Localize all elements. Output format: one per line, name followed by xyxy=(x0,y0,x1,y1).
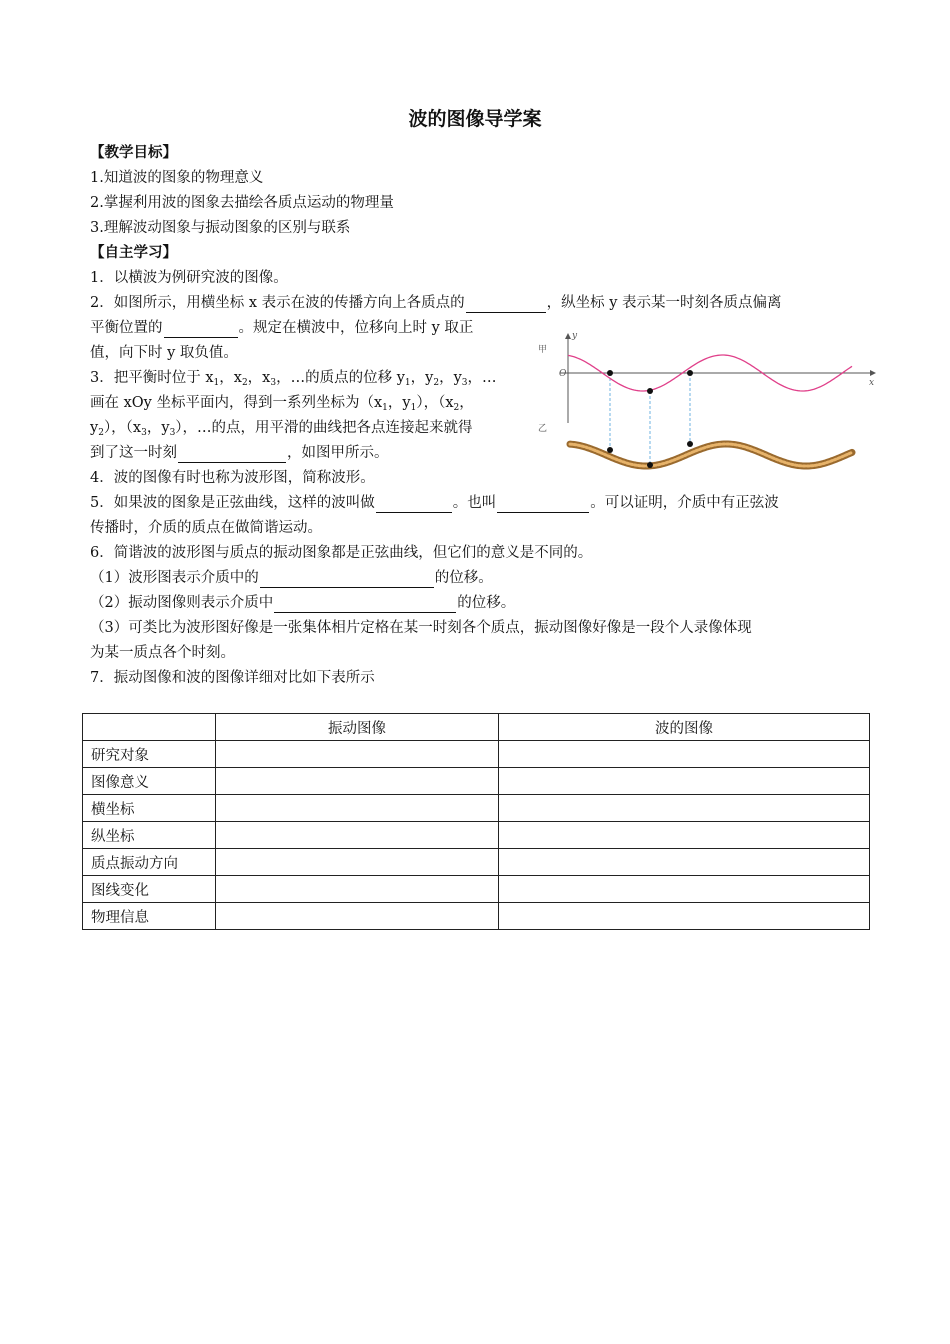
text: 5．如果波的图象是正弦曲线，这样的波叫做 xyxy=(90,495,375,511)
subscript: 2 xyxy=(453,403,460,413)
answer-cell[interactable] xyxy=(499,795,870,822)
particle-point xyxy=(607,370,613,376)
answer-cell[interactable] xyxy=(216,822,499,849)
subscript: 3 xyxy=(169,428,176,438)
text: ），（x xyxy=(103,420,142,436)
text: ），（x xyxy=(416,395,454,411)
item-2-text-c: 平衡位置的 xyxy=(90,320,163,336)
text: 。也叫 xyxy=(452,495,497,511)
text: ，… xyxy=(467,370,497,386)
item-3-line2: 画在 xOy 坐标平面内，得到一系列坐标为（$x_1$，$y_1$），（$x_2$， xyxy=(90,395,474,413)
table-row xyxy=(83,849,870,876)
row-label: 物理信息 xyxy=(83,903,216,930)
answer-cell[interactable] xyxy=(216,795,499,822)
row-label: 图像意义 xyxy=(83,768,216,795)
item-3-line1 xyxy=(90,368,497,393)
text: ，y xyxy=(410,370,434,386)
table-header-cell: 波的图像 xyxy=(499,714,870,741)
origin-label: O xyxy=(559,369,567,379)
row-label: 质点振动方向 xyxy=(83,849,216,876)
item-6: 6．简谐波的波形图与质点的振动图象都是正弦曲线，但它们的意义是不同的。 xyxy=(90,545,593,561)
item-6-3-line2: 为某一质点各个时刻。 xyxy=(90,645,235,661)
text: 的位移。 xyxy=(434,570,493,586)
text: ，y xyxy=(387,395,411,411)
item-6-2 xyxy=(90,593,515,613)
text: ，如图甲所示。 xyxy=(287,445,389,461)
text: y xyxy=(90,420,99,436)
answer-blank[interactable] xyxy=(376,496,452,513)
table-row xyxy=(83,822,870,849)
subscript: 3 xyxy=(461,378,468,388)
wave-figure xyxy=(530,328,880,478)
text: 画在 xOy 坐标平面内，得到一系列坐标为（x xyxy=(90,395,383,411)
text: （1）波形图表示介质中的 xyxy=(90,570,259,586)
text: 的位移。 xyxy=(457,595,516,611)
item-3-line3 xyxy=(90,418,473,443)
answer-cell[interactable] xyxy=(499,903,870,930)
subscript: 1 xyxy=(404,378,411,388)
row-label: 纵坐标 xyxy=(83,822,216,849)
table-row xyxy=(83,795,870,822)
particle-point xyxy=(687,370,693,376)
item-5-line1 xyxy=(90,493,779,513)
comparison-table xyxy=(82,713,870,930)
table-row xyxy=(83,876,870,903)
subscript: 3 xyxy=(141,428,147,438)
text: （2）振动图像则表示介质中 xyxy=(90,595,274,611)
label-yi: 乙 xyxy=(538,424,548,434)
item-2-text-b: ，纵坐标 y 表示某一时刻各质点偏离 xyxy=(546,295,782,311)
subscript: 1 xyxy=(410,403,417,413)
table-row xyxy=(83,768,870,795)
row-label: 图线变化 xyxy=(83,876,216,903)
goal-3: 3.理解波动图象与振动图象的区别与联系 xyxy=(90,220,351,236)
goal-2: 2.掌握利用波的图象去描绘各质点运动的物理量 xyxy=(90,195,394,211)
answer-cell[interactable] xyxy=(499,768,870,795)
page-title: 波的图像导学案 xyxy=(408,108,542,130)
x-axis-label: x xyxy=(869,378,875,388)
answer-cell[interactable] xyxy=(216,849,499,876)
answer-blank[interactable] xyxy=(497,496,589,513)
item-1: 1．以横波为例研究波的图像。 xyxy=(90,270,288,286)
table-row xyxy=(83,741,870,768)
answer-blank[interactable] xyxy=(274,596,456,613)
subscript: 3 xyxy=(270,378,277,388)
label-jia: 甲 xyxy=(538,345,548,355)
answer-cell[interactable] xyxy=(499,849,870,876)
item-4: 4．波的图像有时也称为波形图，简称波形。 xyxy=(90,470,375,486)
text: ，y xyxy=(146,420,170,436)
item-3-line4 xyxy=(90,443,389,463)
item-2-line2 xyxy=(90,318,473,338)
subscript: 2 xyxy=(241,378,248,388)
goals-header: 【教学目标】 xyxy=(90,145,177,161)
table-row xyxy=(83,903,870,930)
answer-blank[interactable] xyxy=(164,321,238,338)
text: 3．把平衡时位于 x xyxy=(90,370,214,386)
answer-cell[interactable] xyxy=(499,876,870,903)
subscript: 2 xyxy=(98,428,104,438)
item-6-1 xyxy=(90,568,493,588)
item-2-line1 xyxy=(90,293,782,313)
item-2-text-d: 。规定在横波中，位移向上时 y 取正 xyxy=(238,320,474,336)
row-label: 横坐标 xyxy=(83,795,216,822)
item-5-line2: 传播时，介质的质点在做简谐运动。 xyxy=(90,520,322,536)
item-6-3-line1: （3）可类比为波形图好像是一张集体相片定格在某一时刻各个质点，振动图像好像是一段个人录像体现 xyxy=(90,620,752,636)
answer-cell[interactable] xyxy=(216,741,499,768)
rope-point xyxy=(607,447,613,453)
answer-cell[interactable] xyxy=(216,768,499,795)
answer-blank[interactable] xyxy=(178,446,286,463)
rope-point xyxy=(647,462,653,468)
item-7: 7．振动图像和波的图像详细对比如下表所示 xyxy=(90,670,375,686)
item-2-line3: 值，向下时 y 取负值。 xyxy=(90,345,238,361)
answer-cell[interactable] xyxy=(499,741,870,768)
answer-cell[interactable] xyxy=(499,822,870,849)
goal-1: 1.知道波的图象的物理意义 xyxy=(90,170,264,186)
rope-point xyxy=(687,441,693,447)
table-header-row xyxy=(83,714,870,741)
subscript: 1 xyxy=(382,403,388,413)
answer-blank[interactable] xyxy=(260,571,434,588)
y-axis-label: y xyxy=(572,331,578,341)
comparison-table-body xyxy=(83,714,870,930)
text: ），…的点，用平滑的曲线把各点连接起来就得 xyxy=(175,420,473,436)
table-header-cell xyxy=(83,714,216,741)
text: 。可以证明，介质中有正弦波 xyxy=(590,495,779,511)
row-label: 研究对象 xyxy=(83,741,216,768)
self-study-header: 【自主学习】 xyxy=(90,245,177,261)
answer-blank[interactable] xyxy=(466,296,546,313)
text: 到了这一时刻 xyxy=(90,445,177,461)
text: ，x xyxy=(247,370,271,386)
subscript: 1 xyxy=(213,378,220,388)
text: ，…的质点的位移 y xyxy=(276,370,405,386)
subscript: 2 xyxy=(433,378,440,388)
particle-point xyxy=(647,388,653,394)
text: ，y xyxy=(439,370,462,386)
text: ，x xyxy=(219,370,242,386)
answer-cell[interactable] xyxy=(216,903,499,930)
item-2-text-a: 2．如图所示，用横坐标 x 表示在波的传播方向上各质点的 xyxy=(90,295,465,311)
answer-cell[interactable] xyxy=(216,876,499,903)
table-header-cell: 振动图像 xyxy=(216,714,499,741)
